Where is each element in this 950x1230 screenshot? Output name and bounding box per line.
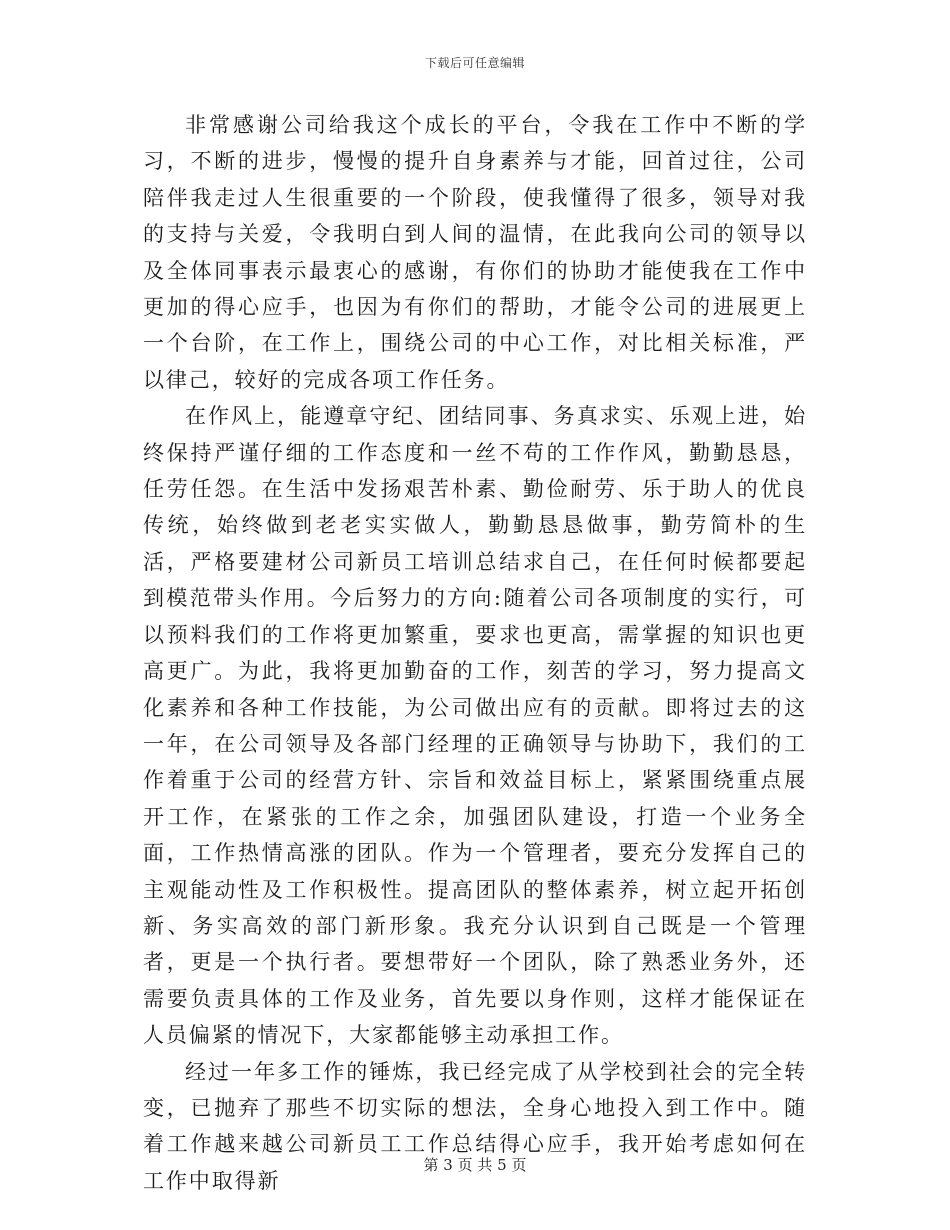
paragraph-2: 在作风上，能遵章守纪、团结同事、务真求实、乐观上进，始终保持严谨仔细的工作态度和一丝不苟的工作作风，勤勤恳恳，任劳任怨。在生活中发扬艰苦朴素、勤俭耐劳、乐于助人的优良传统，始终做到老老实实做人，勤勤恳恳做事，勤劳简朴的生活，严格要建材公司新员工培训总结求自己，在任何时候都要起到模范带头作用。今后努力的方向:随着公司各项制度的实行，可以预料我们的工作将更加繁重，要求也更高，需掌握的知识也更高更广。为此，我将更加勤奋的工作，刻苦的学习，努力提高文化素养和各种工作技能，为公司做出应有的贡献。即将过去的这一年，在公司领导及各部门经理的正确领导与协助下，我们的工作着重于公司的经营方针、宗旨和效益目标上，紧紧围绕重点展开工作，在紧张的工作之余，加强团队建设，打造一个业务全面，工作热情高涨的团队。作为一个管理者，要充分发挥自己的主观能动性及工作积极性。提高团队的整体素养，树立起开拓创新、务实高效的部门新形象。我充分认识到自己既是一个管理者，更是一个执行者。要想带好一个团队，除了熟悉业务外，还需要负责具体的工作及业务，首先要以身作则，这样才能保证在人员偏紧的情况下，大家都能够主动承担工作。 (143, 404, 807, 1048)
page-header-note: 下载后可任意编辑 (424, 56, 525, 70)
paragraph-1: 非常感谢公司给我这个成长的平台，令我在工作中不断的学习，不断的进步，慢慢的提升自身素养与才能，回首过往，公司陪伴我走过人生很重要的一个阶段，使我懂得了很多，领导对我的支持与关爱，令我明白到人间的温情，在此我向公司的领导以及全体同事表示最衷心的感谢，有你们的协助才能使我在工作中更加的得心应手，也因为有你们的帮助，才能令公司的进展更上一个台阶，在工作上，围绕公司的中心工作，对比相关标准，严以律己，较好的完成各项工作任务。 (143, 113, 807, 392)
paragraph-3: 经过一年多工作的锤炼，我已经完成了从学校到社会的完全转变，已抛弃了那些不切实际的想法，全身心地投入到工作中。随着工作越来越公司新员工工作总结得心应手，我开始考虑如何在工作中取得新 (143, 1059, 807, 1193)
document-body (143, 107, 807, 1199)
page-number: 第 3 页 共 5 页 (423, 1156, 527, 1174)
